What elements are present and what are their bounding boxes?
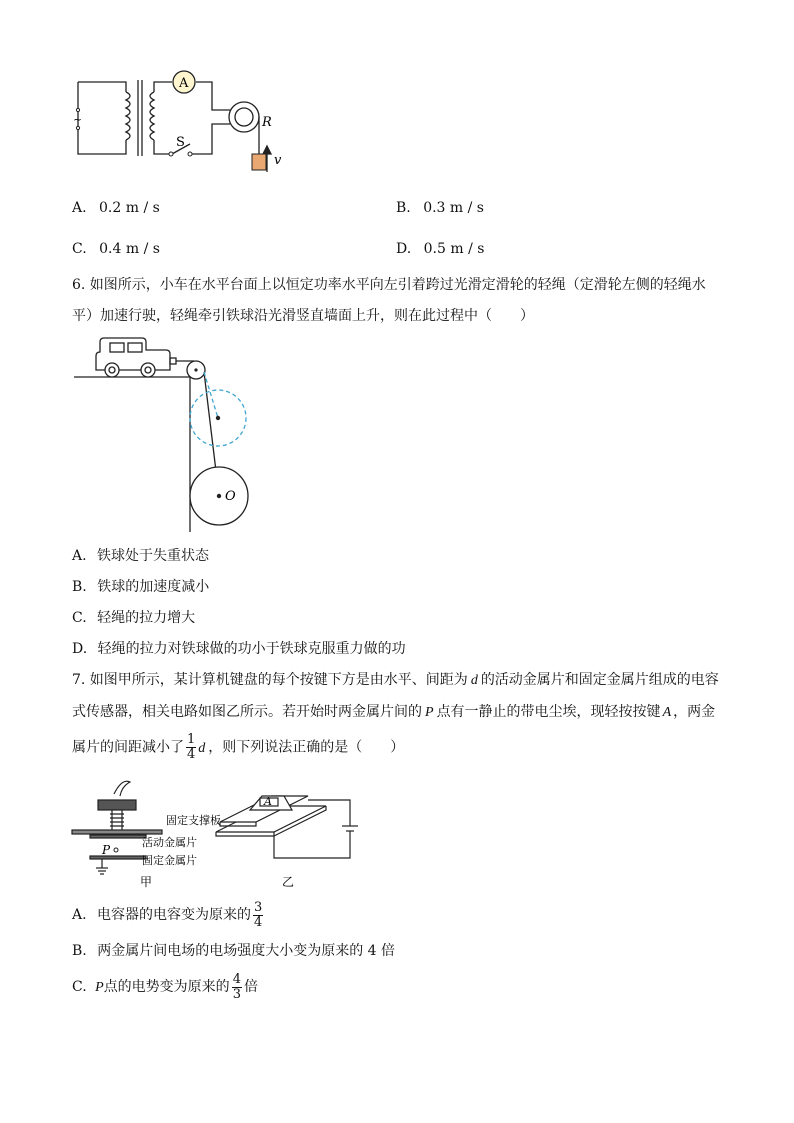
car-pulley-ball-diagram (70, 330, 270, 540)
q7-option-c[interactable] (72, 972, 258, 1003)
option-letter: A. (72, 907, 87, 923)
option-letter: C. (72, 610, 87, 626)
stem-text: 7. 如图甲所示，某计算机键盘的每个按键下方是由水平、间距为 (72, 672, 468, 688)
q7-option-a[interactable] (72, 900, 265, 930)
q6-stem-line2: 平）加速行驶，轻绳牵引铁球沿光滑竖直墙面上升，则在此过程中（ ） (72, 308, 534, 324)
keyboard-capacitor-diagram-jia (70, 776, 220, 891)
option-text: 0.4 m / s (99, 241, 160, 257)
fraction-one-quarter: $\frac{1}{4}$ (187, 732, 196, 762)
key-a-label: A (264, 795, 272, 808)
option-text: 轻绳的拉力对铁球做的功小于铁球克服重力做的功 (97, 641, 406, 657)
stem-text: 式传感器，相关电路如图乙所示。若开始时两金属片间的 (72, 704, 422, 720)
variable-p: P (425, 705, 434, 720)
q5-option-a[interactable] (72, 198, 160, 218)
fixed-support-label: 固定支撑板 (166, 814, 221, 827)
velocity-label: v (274, 153, 282, 168)
ac-source-symbol: ~ (73, 113, 83, 126)
resistor-label: R (262, 115, 272, 130)
ammeter-label: A (179, 76, 189, 91)
variable-a: A (662, 705, 672, 720)
caption-jia: 甲 (140, 875, 153, 889)
stem-text: 的活动金属片和固定金属片组成的电容 (480, 672, 719, 688)
option-letter: D. (72, 641, 88, 657)
q6-option-d[interactable] (72, 639, 406, 659)
option-letter: A. (72, 548, 87, 564)
q6-stem-line1: 6. 如图所示，小车在水平台面上以恒定功率水平向左引着跨过光滑定滑轮的轻绳（定滑轮左侧的轻绳水 (72, 277, 706, 293)
q7-option-b[interactable] (72, 941, 395, 961)
option-letter: C. (72, 979, 87, 995)
option-text: 轻绳的拉力增大 (97, 610, 196, 626)
caption-yi: 乙 (282, 875, 295, 889)
option-text: 铁球处于失重状态 (97, 548, 210, 564)
keyboard-capacitor-circuit-yi (212, 786, 362, 896)
fixed-plate-label: 固定金属片 (142, 854, 197, 867)
option-text: 0.5 m / s (423, 241, 485, 257)
stem-text: 点有一静止的带电尘埃，现轻按按键 (436, 704, 661, 720)
ball-center-label: O (225, 489, 236, 504)
stem-text: 属片的间距减小了 (72, 739, 184, 756)
option-text-tail: 倍 (243, 979, 258, 995)
q5-option-c[interactable] (72, 239, 160, 259)
q6-option-b[interactable] (72, 577, 209, 597)
q7-stem-line1 (72, 670, 719, 691)
fraction-three-quarters: $\frac{3}{4}$ (254, 899, 263, 930)
option-letter: D. (396, 241, 412, 257)
variable-d: d (198, 740, 206, 756)
q6-option-c[interactable] (72, 608, 195, 628)
option-text: 0.2 m / s (99, 200, 160, 216)
option-text: 点的电势变为原来的 (103, 979, 230, 995)
fraction-four-thirds: $\frac{4}{3}$ (232, 971, 241, 1002)
option-letter: B. (72, 579, 87, 595)
option-letter: B. (72, 943, 87, 959)
option-letter: B. (396, 200, 411, 216)
q7-stem-line3 (72, 733, 404, 763)
variable-d: d (470, 673, 478, 688)
q7-stem-line2 (72, 702, 715, 723)
option-text: 铁球的加速度减小 (97, 579, 210, 595)
option-letter: C. (72, 241, 87, 257)
option-text: 0.3 m / s (423, 200, 484, 216)
switch-label: S (176, 135, 185, 150)
q6-option-a[interactable] (72, 546, 209, 566)
option-text: 两金属片间电场的电场强度大小变为原来的 4 倍 (97, 943, 396, 959)
stem-text: ，则下列说法正确的是（ ） (208, 739, 405, 756)
option-letter: A. (72, 200, 87, 216)
stem-text: ，两金 (673, 704, 716, 720)
variable-p: P (95, 980, 104, 995)
q5-option-d[interactable] (396, 239, 484, 259)
transformer-circuit-diagram (60, 60, 310, 190)
q5-option-b[interactable] (396, 198, 484, 218)
option-text: 电容器的电容变为原来的 (97, 907, 252, 923)
point-p-label: P (102, 843, 111, 857)
moving-plate-label: 活动金属片 (142, 836, 197, 849)
